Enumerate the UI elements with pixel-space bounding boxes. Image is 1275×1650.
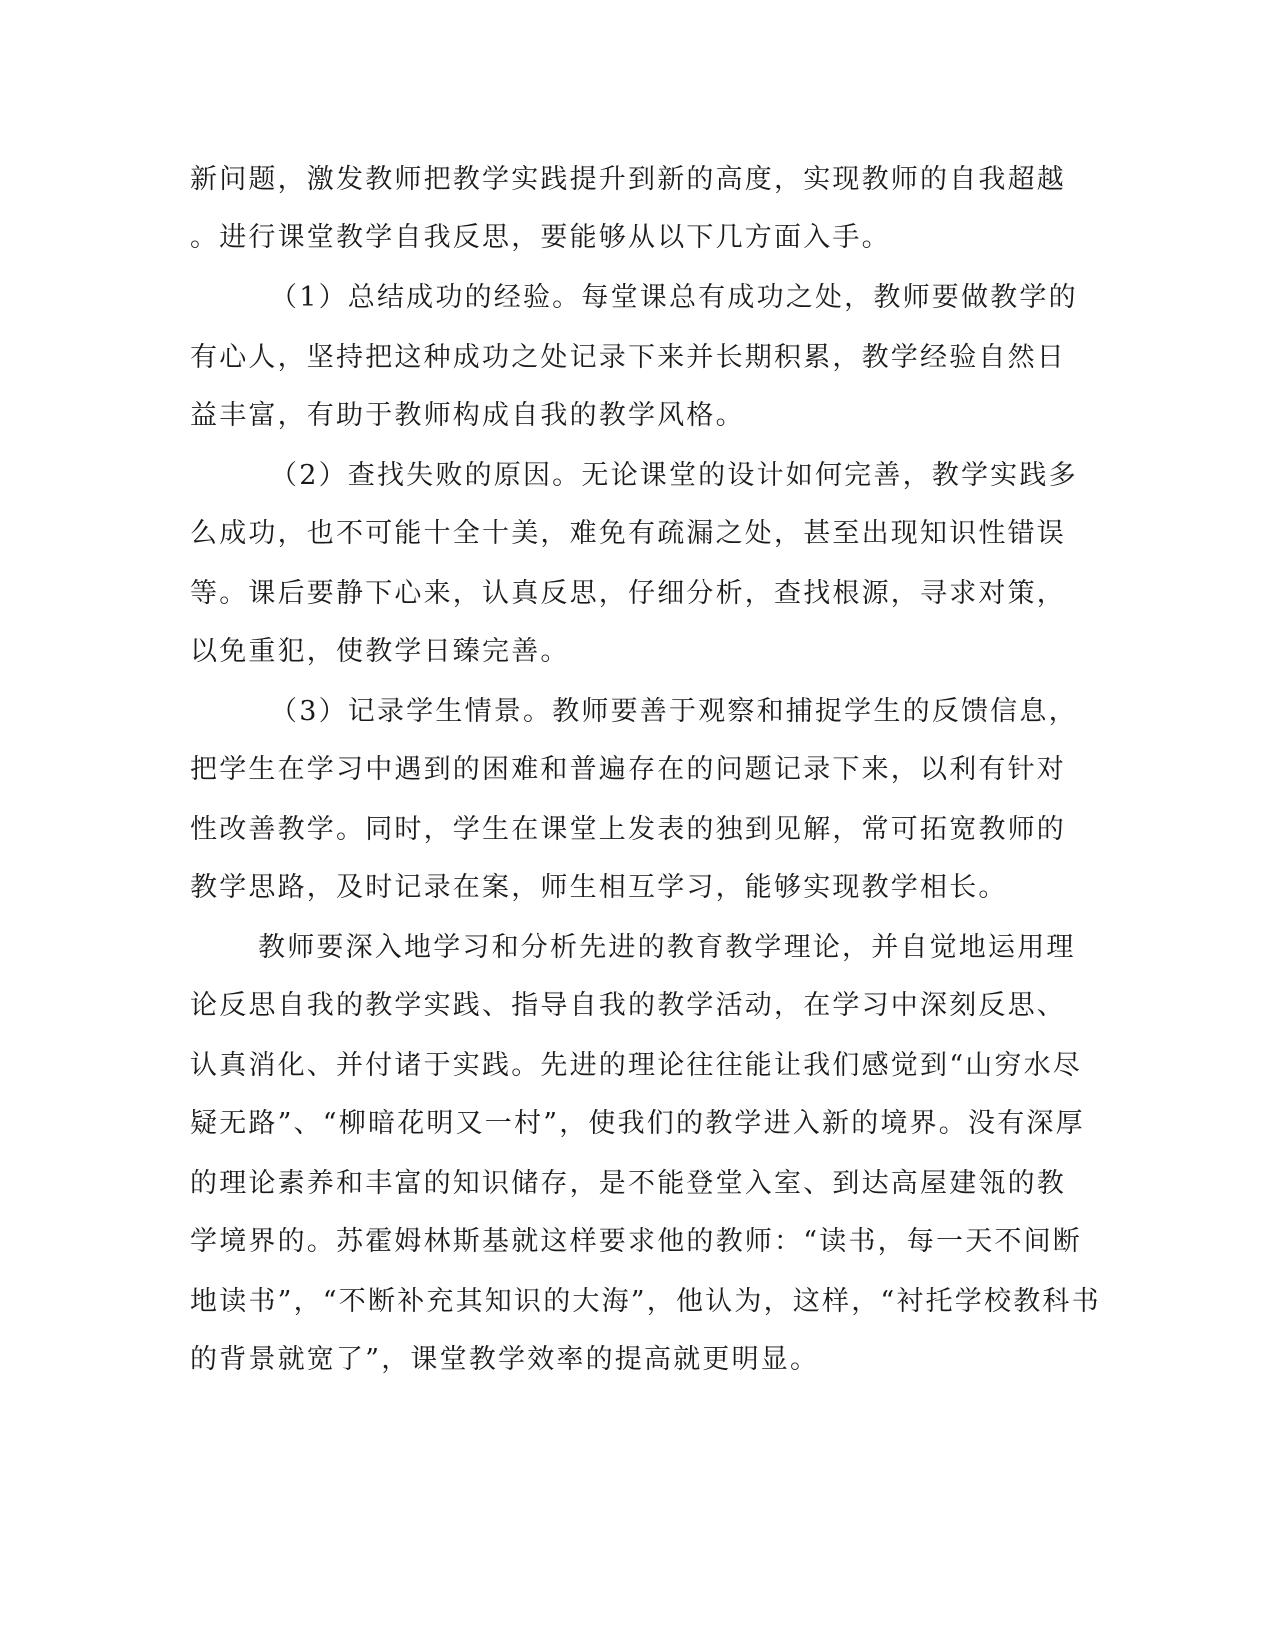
- text-line: 以免重犯，使教学日臻完善。: [190, 636, 570, 667]
- text-line: 新问题，激发教师把教学实践提升到新的高度，实现教师的自我超越: [190, 164, 1066, 195]
- text-line: 学境界的。苏霍姆林斯基就这样要求他的教师：“读书，每一天不间断: [190, 1226, 1083, 1257]
- numbered-paragraph-3-line: （3）记录学生情景。教师要善于观察和捕捉学生的反馈信息，: [270, 696, 1078, 727]
- text-line: 疑无路”、“柳暗花明又一村”，使我们的教学进入新的境界。没有深厚: [190, 1108, 1085, 1139]
- numbered-paragraph-1-line: （1）总结成功的经验。每堂课总有成功之处，教师要做教学的: [270, 282, 1078, 313]
- text-line: 的理论素养和丰富的知识储存，是不能登堂入室、到达高屋建瓴的教: [190, 1168, 1066, 1199]
- text-line: 益丰富，有助于教师构成自我的教学风格。: [190, 400, 745, 431]
- text-line: 地读书”，“不断补充其知识的大海”，他认为，这样，“衬托学校教科书: [190, 1286, 1101, 1317]
- text-line: 论反思自我的教学实践、指导自我的教学活动，在学习中深刻反思、: [190, 990, 1066, 1021]
- text-line: 把学生在学习中遇到的困难和普遍存在的问题记录下来，以利有针对: [190, 754, 1066, 785]
- paragraph-start-line: 教师要深入地学习和分析先进的教育教学理论，并自觉地运用理: [258, 932, 1076, 963]
- text-line: 么成功，也不可能十全十美，难免有疏漏之处，甚至出现知识性错误: [190, 518, 1066, 549]
- text-line: 有心人，坚持把这种成功之处记录下来并长期积累，教学经验自然日: [190, 342, 1066, 373]
- text-line: 等。课后要静下心来，认真反思，仔细分析，查找根源，寻求对策，: [190, 578, 1066, 609]
- numbered-paragraph-2-line: （2）查找失败的原因。无论课堂的设计如何完善，教学实践多: [270, 460, 1078, 491]
- text-line: 认真消化、并付诸于实践。先进的理论往往能让我们感觉到“山穷水尽: [190, 1050, 1083, 1081]
- text-line: 教学思路，及时记录在案，师生相互学习，能够实现教学相长。: [190, 872, 1008, 903]
- text-line: 。进行课堂教学自我反思，要能够从以下几方面入手。: [190, 222, 891, 253]
- text-line: 性改善教学。同时，学生在课堂上发表的独到见解，常可拓宽教师的: [190, 814, 1066, 845]
- text-line: 的背景就宽了”，课堂教学效率的提高就更明显。: [190, 1344, 820, 1375]
